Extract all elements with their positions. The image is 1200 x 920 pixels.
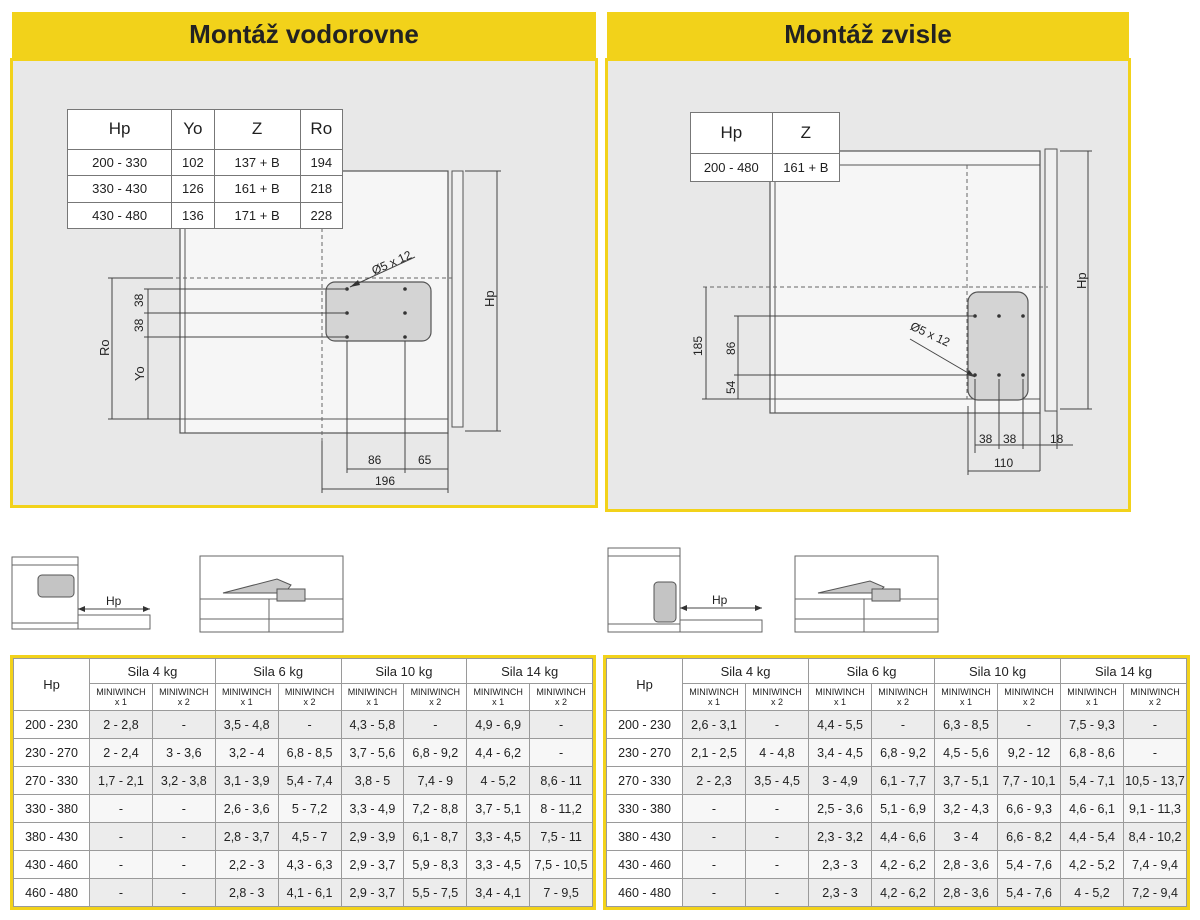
load-value-cell: 4,4 - 5,4 bbox=[1061, 823, 1124, 851]
load-value-cell: - bbox=[90, 879, 153, 907]
load-value-cell: 5,9 - 8,3 bbox=[404, 851, 467, 879]
mechanism-plate bbox=[968, 292, 1028, 400]
load-value-cell: 3,3 - 4,5 bbox=[467, 823, 530, 851]
subheader bbox=[935, 684, 998, 711]
subheader bbox=[278, 684, 341, 711]
load-value-cell: 2,5 - 3,6 bbox=[809, 795, 872, 823]
load-value-cell: 6,3 - 8,5 bbox=[935, 711, 998, 739]
load-value-cell: 7,5 - 9,3 bbox=[1061, 711, 1124, 739]
dim-38-top: 38 bbox=[132, 293, 146, 307]
load-value-cell: 8,4 - 10,2 bbox=[1124, 823, 1187, 851]
load-value-cell: - bbox=[90, 823, 153, 851]
load-table-vertical bbox=[606, 658, 1187, 907]
cell: 102 bbox=[172, 149, 214, 175]
load-value-cell: 6,1 - 8,7 bbox=[404, 823, 467, 851]
load-value-cell: - bbox=[152, 879, 215, 907]
load-value-cell: 2,9 - 3,7 bbox=[341, 851, 404, 879]
dim-38-bottom: 38 bbox=[132, 318, 146, 332]
load-value-cell: 3 - 4,9 bbox=[809, 767, 872, 795]
sub-name: MINIWINCH bbox=[96, 687, 146, 697]
table-row bbox=[607, 879, 1187, 907]
load-value-cell: - bbox=[530, 711, 593, 739]
row-hp-cell: 380 - 430 bbox=[607, 823, 683, 851]
row-hp-cell: 460 - 480 bbox=[14, 879, 90, 907]
load-value-cell: 6,1 - 7,7 bbox=[872, 767, 935, 795]
load-value-cell: 4,4 - 5,5 bbox=[809, 711, 872, 739]
dim-110: 110 bbox=[994, 456, 1014, 470]
cell: 161 + B bbox=[214, 176, 300, 202]
load-value-cell: 5 - 7,2 bbox=[278, 795, 341, 823]
sub-count: x 2 bbox=[429, 697, 442, 707]
load-header-4kg: Sila 4 kg bbox=[683, 659, 809, 684]
cell: 136 bbox=[172, 202, 214, 228]
load-value-cell: - bbox=[683, 879, 746, 907]
load-value-cell: 4,5 - 7 bbox=[278, 823, 341, 851]
load-value-cell: - bbox=[152, 851, 215, 879]
load-value-cell: 3,4 - 4,1 bbox=[467, 879, 530, 907]
load-value-cell: 3,5 - 4,5 bbox=[746, 767, 809, 795]
load-value-cell: 4,2 - 6,2 bbox=[872, 851, 935, 879]
cell: 200 - 330 bbox=[68, 149, 172, 175]
load-value-cell: 2,6 - 3,1 bbox=[683, 711, 746, 739]
load-value-cell: - bbox=[746, 879, 809, 907]
load-value-cell: - bbox=[746, 823, 809, 851]
subheader bbox=[404, 684, 467, 711]
load-value-cell: 7,5 - 10,5 bbox=[530, 851, 593, 879]
load-value-cell: 5,4 - 7,6 bbox=[998, 879, 1061, 907]
subheader bbox=[152, 684, 215, 711]
table-row bbox=[14, 823, 593, 851]
row-hp-cell: 200 - 230 bbox=[14, 711, 90, 739]
dim-18: 18 bbox=[1050, 432, 1064, 446]
load-header-4kg: Sila 4 kg bbox=[90, 659, 216, 684]
sub-name: MINIWINCH bbox=[221, 687, 272, 697]
load-value-cell: 7,4 - 9 bbox=[404, 767, 467, 795]
load-value-cell: 2,8 - 3 bbox=[215, 879, 278, 907]
load-header-6kg: Sila 6 kg bbox=[809, 659, 935, 684]
sub-count: x 1 bbox=[833, 697, 846, 707]
sub-name: MINIWINCH bbox=[536, 687, 586, 697]
sub-name: MINIWINCH bbox=[1130, 687, 1180, 697]
table-row bbox=[14, 767, 593, 795]
row-hp-cell: 270 - 330 bbox=[607, 767, 683, 795]
load-value-cell: 10,5 - 13,7 bbox=[1124, 767, 1187, 795]
load-value-cell: 7,2 - 9,4 bbox=[1124, 879, 1187, 907]
load-value-cell: 5,4 - 7,1 bbox=[1061, 767, 1124, 795]
subheader bbox=[872, 684, 935, 711]
load-value-cell: - bbox=[746, 795, 809, 823]
vertical-hinge-detail bbox=[794, 555, 940, 635]
subheader bbox=[530, 684, 593, 711]
table-row bbox=[14, 711, 593, 739]
sub-count: x 2 bbox=[1148, 697, 1161, 707]
table-row bbox=[607, 851, 1187, 879]
cell: 200 - 480 bbox=[703, 160, 759, 176]
table-row bbox=[68, 176, 343, 202]
load-value-cell: 3,7 - 5,6 bbox=[341, 739, 404, 767]
load-table-horizontal-frame bbox=[10, 655, 596, 910]
cell: 126 bbox=[172, 176, 214, 202]
row-hp-cell: 430 - 460 bbox=[14, 851, 90, 879]
table-row bbox=[14, 851, 593, 879]
load-value-cell: 2,8 - 3,7 bbox=[215, 823, 278, 851]
cell: 330 - 430 bbox=[68, 176, 172, 202]
sub-name: MINIWINCH bbox=[1067, 687, 1117, 697]
table-row bbox=[14, 739, 593, 767]
load-value-cell: 1,7 - 2,1 bbox=[90, 767, 153, 795]
row-hp-cell: 430 - 460 bbox=[607, 851, 683, 879]
load-value-cell: 2,9 - 3,9 bbox=[341, 823, 404, 851]
dim-196: 196 bbox=[375, 474, 396, 488]
vertical-drawing bbox=[608, 61, 1128, 509]
row-hp-cell: 460 - 480 bbox=[607, 879, 683, 907]
sub-count: x 2 bbox=[177, 697, 190, 707]
sub-count: x 1 bbox=[366, 697, 379, 707]
load-value-cell: 4,2 - 5,2 bbox=[1061, 851, 1124, 879]
load-value-cell: 6,6 - 9,3 bbox=[998, 795, 1061, 823]
subheader bbox=[215, 684, 278, 711]
load-value-cell: 4,2 - 6,2 bbox=[872, 879, 935, 907]
load-value-cell: 7 - 9,5 bbox=[530, 879, 593, 907]
cell: 137 + B bbox=[214, 149, 300, 175]
load-value-cell: - bbox=[683, 851, 746, 879]
load-value-cell: 2,3 - 3,2 bbox=[809, 823, 872, 851]
sub-name: MINIWINCH bbox=[941, 687, 991, 697]
mechanism-plate bbox=[326, 282, 431, 341]
load-value-cell: 2,8 - 3,6 bbox=[935, 851, 998, 879]
load-value-cell: 3,8 - 5 bbox=[341, 767, 404, 795]
load-value-cell: 6,8 - 9,2 bbox=[404, 739, 467, 767]
cell: 218 bbox=[300, 176, 342, 202]
load-value-cell: 3,7 - 5,1 bbox=[467, 795, 530, 823]
subheader bbox=[746, 684, 809, 711]
sub-count: x 2 bbox=[896, 697, 909, 707]
sub-name: MINIWINCH bbox=[878, 687, 928, 697]
load-value-cell: 2 - 2,8 bbox=[90, 711, 153, 739]
vertical-title: Montáž zvisle bbox=[607, 12, 1129, 58]
cell: 194 bbox=[300, 149, 342, 175]
hole-label: Ø5 x 12 bbox=[908, 319, 953, 350]
load-value-cell: 3 - 3,6 bbox=[152, 739, 215, 767]
dim-86: 86 bbox=[724, 341, 738, 355]
load-table-vertical-frame bbox=[603, 655, 1190, 910]
load-table-body bbox=[607, 711, 1187, 907]
table-row bbox=[607, 795, 1187, 823]
table-row bbox=[14, 879, 593, 907]
load-value-cell: 5,1 - 6,9 bbox=[872, 795, 935, 823]
dim-54: 54 bbox=[724, 380, 738, 394]
sub-count: x 1 bbox=[492, 697, 505, 707]
table-row bbox=[691, 154, 840, 182]
row-hp-cell: 330 - 380 bbox=[14, 795, 90, 823]
load-value-cell: - bbox=[404, 711, 467, 739]
load-value-cell: 6,6 - 8,2 bbox=[998, 823, 1061, 851]
cell: 430 - 480 bbox=[92, 207, 148, 223]
load-table-body bbox=[14, 711, 593, 907]
horizontal-spec-table bbox=[67, 109, 343, 229]
load-value-cell: 7,4 - 9,4 bbox=[1124, 851, 1187, 879]
vertical-spec-table bbox=[690, 112, 840, 182]
table-row bbox=[14, 795, 593, 823]
sub-name: MINIWINCH bbox=[473, 687, 523, 697]
horizontal-title: Montáž vodorovne bbox=[12, 12, 596, 58]
load-header-14kg: Sila 14 kg bbox=[467, 659, 593, 684]
load-value-cell: 4,5 - 5,6 bbox=[935, 739, 998, 767]
load-value-cell: 2 - 2,3 bbox=[683, 767, 746, 795]
load-value-cell: 4 - 4,8 bbox=[746, 739, 809, 767]
side-panel bbox=[452, 171, 463, 427]
load-value-cell: - bbox=[1124, 739, 1187, 767]
load-value-cell: 4,4 - 6,2 bbox=[467, 739, 530, 767]
horizontal-hinge-detail bbox=[199, 555, 345, 635]
load-value-cell: - bbox=[746, 851, 809, 879]
yo-label: Yo bbox=[132, 366, 147, 381]
load-value-cell: 5,5 - 7,5 bbox=[404, 879, 467, 907]
load-value-cell: 3,2 - 4,3 bbox=[935, 795, 998, 823]
cell: 161 + B bbox=[772, 154, 839, 182]
spec-header-hp: Hp bbox=[68, 110, 172, 150]
load-value-cell: 3,3 - 4,5 bbox=[467, 851, 530, 879]
cell: 228 bbox=[300, 202, 342, 228]
subheader bbox=[998, 684, 1061, 711]
load-header-10kg: Sila 10 kg bbox=[935, 659, 1061, 684]
sub-name: MINIWINCH bbox=[410, 687, 461, 697]
horizontal-mini-diagram bbox=[10, 553, 160, 633]
vertical-drawing-panel bbox=[605, 58, 1131, 512]
table-row bbox=[607, 739, 1187, 767]
load-value-cell: - bbox=[278, 711, 341, 739]
load-value-cell: 2,3 - 3 bbox=[809, 851, 872, 879]
cell: 171 + B bbox=[214, 202, 300, 228]
load-value-cell: 4,9 - 6,9 bbox=[467, 711, 530, 739]
load-value-cell: 3,7 - 5,1 bbox=[935, 767, 998, 795]
sub-count: x 1 bbox=[114, 697, 127, 707]
subheader bbox=[90, 684, 153, 711]
load-value-cell: - bbox=[872, 711, 935, 739]
load-value-cell: 2,3 - 3 bbox=[809, 879, 872, 907]
load-value-cell: - bbox=[90, 851, 153, 879]
sub-count: x 1 bbox=[1085, 697, 1098, 707]
load-value-cell: 2,9 - 3,7 bbox=[341, 879, 404, 907]
hp-label: Hp bbox=[482, 290, 497, 307]
load-value-cell: 6,8 - 8,5 bbox=[278, 739, 341, 767]
load-value-cell: - bbox=[1124, 711, 1187, 739]
spec-header-z: Z bbox=[772, 113, 839, 154]
load-value-cell: 3 - 4 bbox=[935, 823, 998, 851]
load-value-cell: 8 - 11,2 bbox=[530, 795, 593, 823]
load-value-cell: 5,4 - 7,4 bbox=[278, 767, 341, 795]
sub-name: MINIWINCH bbox=[159, 687, 209, 697]
load-value-cell: - bbox=[746, 711, 809, 739]
sub-count: x 1 bbox=[707, 697, 720, 707]
load-value-cell: 2,6 - 3,6 bbox=[215, 795, 278, 823]
hp-label: Hp bbox=[1074, 272, 1089, 289]
spec-header-yo: Yo bbox=[172, 110, 214, 150]
sub-count: x 2 bbox=[303, 697, 316, 707]
subheader bbox=[683, 684, 746, 711]
load-table-horizontal bbox=[13, 658, 593, 907]
dim-65: 65 bbox=[418, 453, 432, 467]
load-value-cell: 4,4 - 6,6 bbox=[872, 823, 935, 851]
load-value-cell: 9,2 - 12 bbox=[998, 739, 1061, 767]
table-row bbox=[607, 823, 1187, 851]
load-value-cell: 4,6 - 6,1 bbox=[1061, 795, 1124, 823]
load-header-14kg: Sila 14 kg bbox=[1061, 659, 1187, 684]
load-value-cell: 8,6 - 11 bbox=[530, 767, 593, 795]
row-hp-cell: 230 - 270 bbox=[607, 739, 683, 767]
load-value-cell: - bbox=[683, 795, 746, 823]
subheader bbox=[809, 684, 872, 711]
sub-count: x 2 bbox=[1022, 697, 1035, 707]
table-row bbox=[607, 711, 1187, 739]
load-value-cell: 3,5 - 4,8 bbox=[215, 711, 278, 739]
spec-header-ro: Ro bbox=[300, 110, 342, 150]
sub-count: x 2 bbox=[555, 697, 568, 707]
load-value-cell: 3,3 - 4,9 bbox=[341, 795, 404, 823]
load-value-cell: 6,8 - 9,2 bbox=[872, 739, 935, 767]
dim-86: 86 bbox=[368, 453, 382, 467]
subheader bbox=[1124, 684, 1187, 711]
load-value-cell: 3,2 - 4 bbox=[215, 739, 278, 767]
load-value-cell: 6,8 - 8,6 bbox=[1061, 739, 1124, 767]
load-value-cell: - bbox=[90, 795, 153, 823]
load-value-cell: - bbox=[530, 739, 593, 767]
sub-count: x 1 bbox=[959, 697, 972, 707]
spec-header-z: Z bbox=[214, 110, 300, 150]
table-row bbox=[607, 767, 1187, 795]
load-value-cell: 4 - 5,2 bbox=[1061, 879, 1124, 907]
subheader bbox=[1061, 684, 1124, 711]
hole-label: Ø5 x 12 bbox=[369, 247, 414, 278]
mini-hp-label: Hp bbox=[712, 593, 728, 607]
load-value-cell: 5,4 - 7,6 bbox=[998, 851, 1061, 879]
load-value-cell: 4 - 5,2 bbox=[467, 767, 530, 795]
load-value-cell: 7,2 - 8,8 bbox=[404, 795, 467, 823]
row-hp-cell: 380 - 430 bbox=[14, 823, 90, 851]
mini-hp-label: Hp bbox=[106, 594, 122, 608]
load-value-cell: 2,2 - 3 bbox=[215, 851, 278, 879]
load-value-cell: - bbox=[683, 823, 746, 851]
load-header-hp: Hp bbox=[607, 659, 683, 711]
load-value-cell: - bbox=[152, 711, 215, 739]
sub-name: MINIWINCH bbox=[284, 687, 335, 697]
vertical-mini-diagram bbox=[606, 546, 766, 634]
load-value-cell: 3,1 - 3,9 bbox=[215, 767, 278, 795]
load-header-10kg: Sila 10 kg bbox=[341, 659, 467, 684]
load-value-cell: 4,3 - 6,3 bbox=[278, 851, 341, 879]
load-value-cell: - bbox=[998, 711, 1061, 739]
load-value-cell: 7,7 - 10,1 bbox=[998, 767, 1061, 795]
side-panel bbox=[1045, 149, 1057, 411]
load-value-cell: 3,2 - 3,8 bbox=[152, 767, 215, 795]
sub-count: x 2 bbox=[770, 697, 783, 707]
load-value-cell: - bbox=[152, 795, 215, 823]
table-row bbox=[68, 149, 343, 175]
horizontal-drawing-panel bbox=[10, 58, 598, 508]
row-hp-cell: 200 - 230 bbox=[607, 711, 683, 739]
dim-38-left: 38 bbox=[979, 432, 993, 446]
table-row bbox=[68, 202, 343, 228]
load-value-cell: 7,5 - 11 bbox=[530, 823, 593, 851]
row-hp-cell: 230 - 270 bbox=[14, 739, 90, 767]
sub-name: MINIWINCH bbox=[815, 687, 865, 697]
sub-name: MINIWINCH bbox=[347, 687, 398, 697]
sub-count: x 1 bbox=[240, 697, 253, 707]
load-value-cell: 2 - 2,4 bbox=[90, 739, 153, 767]
sub-name: MINIWINCH bbox=[689, 687, 739, 697]
subheader bbox=[467, 684, 530, 711]
subheader bbox=[341, 684, 404, 711]
dim-185: 185 bbox=[691, 335, 705, 356]
load-value-cell: 9,1 - 11,3 bbox=[1124, 795, 1187, 823]
load-value-cell: 2,8 - 3,6 bbox=[935, 879, 998, 907]
row-hp-cell: 270 - 330 bbox=[14, 767, 90, 795]
load-header-hp: Hp bbox=[14, 659, 90, 711]
load-value-cell: 4,1 - 6,1 bbox=[278, 879, 341, 907]
row-hp-cell: 330 - 380 bbox=[607, 795, 683, 823]
load-value-cell: 4,3 - 5,8 bbox=[341, 711, 404, 739]
load-header-6kg: Sila 6 kg bbox=[215, 659, 341, 684]
sub-name: MINIWINCH bbox=[752, 687, 802, 697]
dim-38-right: 38 bbox=[1003, 432, 1017, 446]
load-value-cell: 2,1 - 2,5 bbox=[683, 739, 746, 767]
spec-header-hp: Hp bbox=[691, 113, 773, 154]
load-value-cell: - bbox=[152, 823, 215, 851]
load-value-cell: 3,4 - 4,5 bbox=[809, 739, 872, 767]
sub-name: MINIWINCH bbox=[1004, 687, 1054, 697]
ro-label: Ro bbox=[97, 339, 112, 356]
